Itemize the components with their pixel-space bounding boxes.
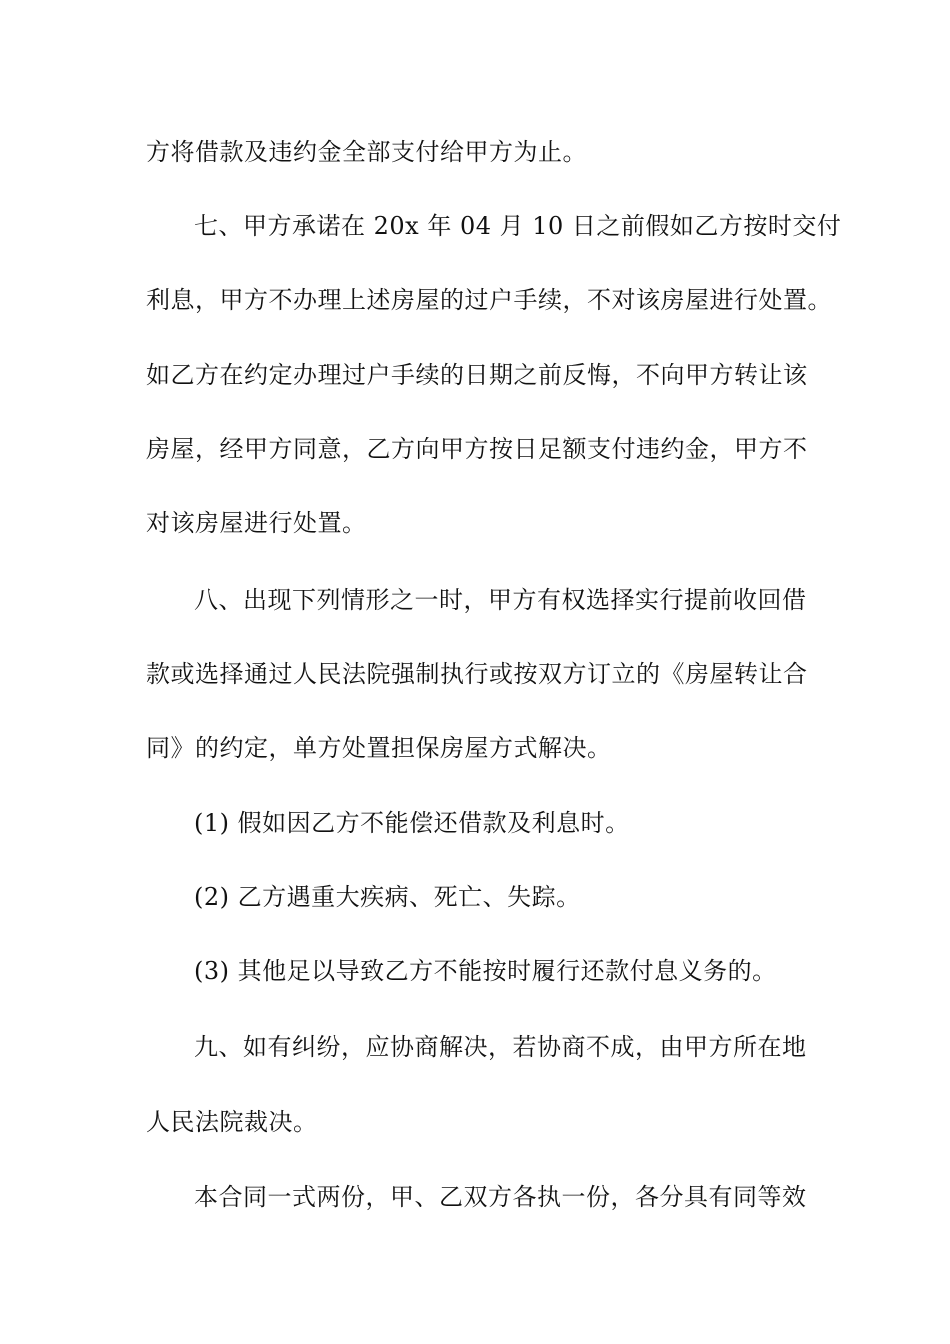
clause-8-line: 八、出现下列情形之一时，甲方有权选择实行提前收回借: [194, 586, 807, 614]
list-item-2: (2) 乙方遇重大疾病、死亡、失踪。: [194, 883, 581, 911]
text-line: 人民法院裁决。: [146, 1108, 318, 1136]
clause-7-line: 七、甲方承诺在 20x 年 04 月 10 日之前假如乙方按时交付: [194, 212, 842, 240]
text-line: 利息，甲方不办理上述房屋的过户手续，不对该房屋进行处置。: [146, 286, 832, 314]
closing-clause-line: 本合同一式两份，甲、乙双方各执一份，各分具有同等效: [194, 1183, 807, 1211]
text-line: 款或选择通过人民法院强制执行或按双方订立的《房屋转让合: [146, 660, 808, 688]
text-line: 方将借款及违约金全部支付给甲方为止。: [146, 138, 587, 166]
text-line: 如乙方在约定办理过户手续的日期之前反悔，不向甲方转让该: [146, 361, 808, 389]
text-line: 同》的约定，单方处置担保房屋方式解决。: [146, 734, 612, 762]
list-item-3: (3) 其他足以导致乙方不能按时履行还款付息义务的。: [194, 957, 777, 985]
text-line: 对该房屋进行处置。: [146, 509, 367, 537]
list-item-1: (1) 假如因乙方不能偿还借款及利息时。: [194, 809, 630, 837]
text-line: 房屋，经甲方同意，乙方向甲方按日足额支付违约金，甲方不: [146, 435, 808, 463]
clause-9-line: 九、如有纠纷，应协商解决，若协商不成，由甲方所在地: [194, 1033, 807, 1061]
